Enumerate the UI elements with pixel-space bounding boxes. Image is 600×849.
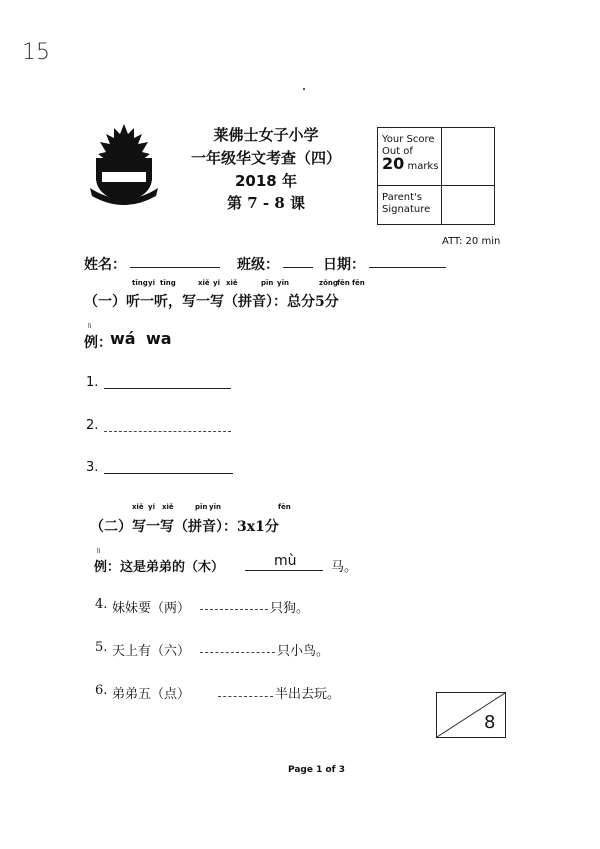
item-1-answer-line[interactable] [104,388,231,389]
py2-yi: yi [148,503,155,511]
py-fen1: fēn [337,279,350,287]
lesson-range: 第 7 - 8 课 [227,194,305,212]
item-6-number: 6. [95,683,108,698]
item-5-answer-line[interactable] [200,652,275,653]
item-6-answer-line[interactable] [218,696,273,697]
py-pin: pīn [261,279,274,287]
date-label: 日期： [323,257,365,273]
score-box-divider-h [378,185,494,186]
handwritten-score-mark: 15 [22,40,50,65]
py2-xie1: xiě [132,503,144,511]
example1-label: 例： [84,335,112,351]
item-6-prompt: 弟弟五（点） [112,687,191,702]
item-4-answer-line[interactable] [200,609,268,610]
example2-pinyin-hint: lì [97,548,101,555]
example1-answer-2: wa [146,329,172,348]
item-5-tail: 只小鸟。 [277,644,330,659]
example2-answer: mù [274,553,297,569]
example2-tail: 马。 [331,560,358,575]
speck [303,88,305,90]
item-5-number: 5. [95,640,108,655]
py2-xie2: xiě [162,503,174,511]
py-fen2: fēn [352,279,365,287]
item-2-number: 2. [86,418,99,433]
py-yin: yīn [277,279,289,287]
example2-label: 例：这是弟弟的（木） [94,560,225,575]
section2-title: （二）写一写（拼音）：3x1分 [90,519,279,535]
example1-answer-1: wá [110,329,136,348]
py2-pin: pīn [195,503,208,511]
page-footer: Page 1 of 3 [288,765,345,775]
item-4-tail: 只狗。 [270,601,310,616]
item-1-number: 1. [86,375,99,390]
item-3-number: 3. [86,460,99,475]
item-6-tail: 半出去玩。 [275,687,341,702]
class-label: 班级： [237,257,279,273]
section1-title: （一）听一听，写一写（拼音）：总分5分 [84,294,339,310]
score-total: 20 [382,154,405,173]
py-xie2: xiě [226,279,238,287]
py-yi2: yi [213,279,220,287]
py2-yin: yīn [209,503,221,511]
section-score-box [436,692,506,738]
py-xie1: xiě [198,279,210,287]
py-ting2: tīng [160,279,176,287]
section-score-value: 8 [484,712,496,733]
score-box-divider-v [441,128,442,224]
item-3-answer-line[interactable] [104,473,233,474]
item-4-prompt: 妹妹要（两） [112,601,191,616]
py2-fen: fēn [278,503,291,511]
class-line[interactable] [283,267,313,268]
example2-answer-line [245,570,323,571]
signature-label: Parent's Signature [382,192,431,215]
item-2-answer-line[interactable] [104,431,231,432]
py-yi1: yi [148,279,155,287]
item-5-prompt: 天上有（六） [112,644,191,659]
item-4-number: 4. [95,597,108,612]
py-ting1: tīng [132,279,148,287]
name-label: 姓名： [84,257,126,273]
exam-year: 2018 年 [235,172,297,190]
attendance-time: ATT: 20 min [442,236,501,247]
score-box [377,127,495,225]
name-line[interactable] [130,267,220,268]
exam-title: 一年级华文考查（四） [190,149,341,167]
example1-pinyin-hint: lì [88,323,92,330]
school-crest-logo [88,122,160,210]
py-zong: zǒng [319,279,338,287]
score-label: Your Score Out of 20 marks [382,134,439,173]
school-name: 莱佛士女子小学 [213,126,319,144]
date-line[interactable] [369,267,446,268]
